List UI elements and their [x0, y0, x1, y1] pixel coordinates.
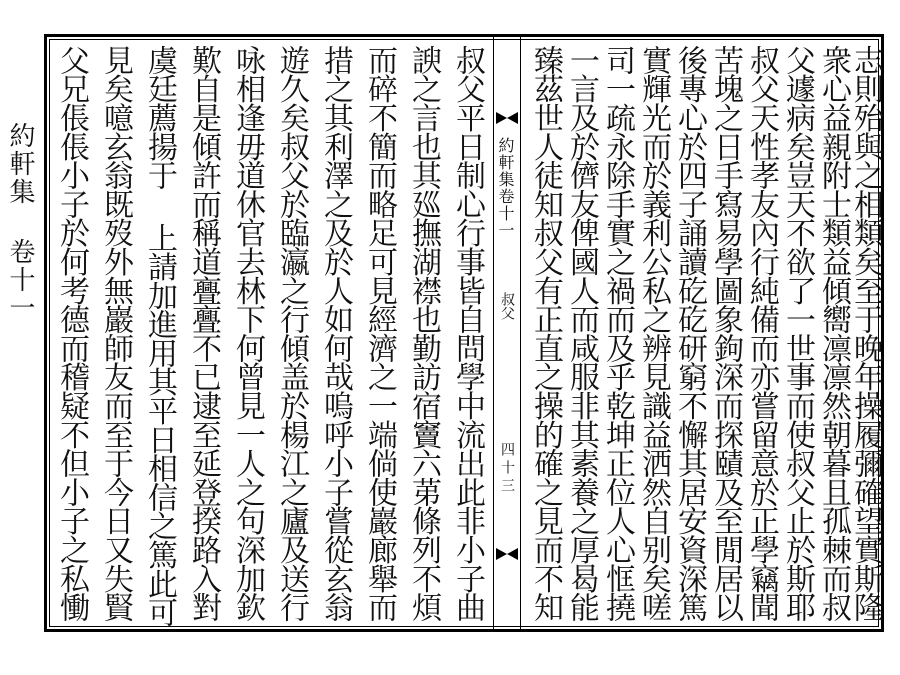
text-column-20: 父兄倀倀小子於何考德而稽疑不但小子之私慟: [54, 45, 89, 622]
text-column-4: 叔父天性孝友內行純備而亦嘗留意於正學竊聞: [744, 45, 779, 622]
text-column-18: 虞廷薦揚于 上請加進用其平日相信之篤此可: [142, 45, 177, 627]
text-column-14: 措之其利澤之及於人如何哉嗚呼小子嘗從玄翁: [318, 45, 353, 622]
text-column-5: 苦塊之日手寫易學圖象鉤深而探賾及至閒居以: [708, 45, 743, 622]
text-column-7: 實輝光而於義利公私之辨見識益洒然自别矣嗟: [636, 45, 671, 622]
text-column-17: 歎自是傾許而稱道亹亹不已逮至延登揆路入對: [186, 45, 221, 622]
text-column-19: 見矣噫玄翁既歿外無巖師友而至于今日又失賢: [98, 45, 133, 622]
text-column-2: 衆心益親附士類益傾嚮凛凛然朝暮且孤棘而叔: [816, 45, 851, 622]
page-frame: [44, 34, 884, 632]
text-column-3: 父遽病矣豈天不欲了一世事而使叔父止於斯耶: [780, 45, 815, 622]
text-column-6: 後專心於四子誦讀矻矻研窮不懈其居安資深篤: [672, 45, 707, 622]
text-column-16: 咏相逢毋道休官去林下何曾見一人之句深加欽: [230, 45, 265, 622]
fold-book-title: 約軒集卷十一: [496, 137, 515, 239]
text-column-11: 叔父平日制心行事皆自問學中流出此非小子曲: [450, 45, 485, 622]
text-column-1: 志則殆與之相類矣至于晚年操履彌確望實斯隆: [848, 45, 883, 622]
text-column-12: 諛之言也其廵撫湖襟也勤訪宿竇六苐條列不煩: [406, 45, 441, 622]
fold-page-number: 四十三: [499, 442, 515, 496]
text-column-10: 臻茲世人徒知叔父有正直之操的確之見而不知: [528, 45, 563, 622]
fold-rule-right: [520, 37, 521, 629]
fishtail-top-icon: [494, 111, 520, 125]
center-fold: [494, 37, 520, 629]
text-column-15: 遊久矣叔父於臨瀛之行傾盖於楊江之廬及送行: [274, 45, 309, 622]
text-column-9: 一言及於儕友俾國人而咸服非其素養之厚曷能: [564, 45, 599, 622]
fold-chapter-label: 叔父: [499, 292, 515, 320]
book-side-title: 約軒集 卷十一: [5, 122, 35, 322]
text-column-8: 司一疏永除手實之禍而及乎乾坤正位人心恇撓: [600, 45, 635, 622]
fishtail-bottom-icon: [494, 547, 520, 561]
text-column-13: 而碎不簡而略足可見經濟之一端倘使巖廊舉而: [362, 45, 397, 622]
